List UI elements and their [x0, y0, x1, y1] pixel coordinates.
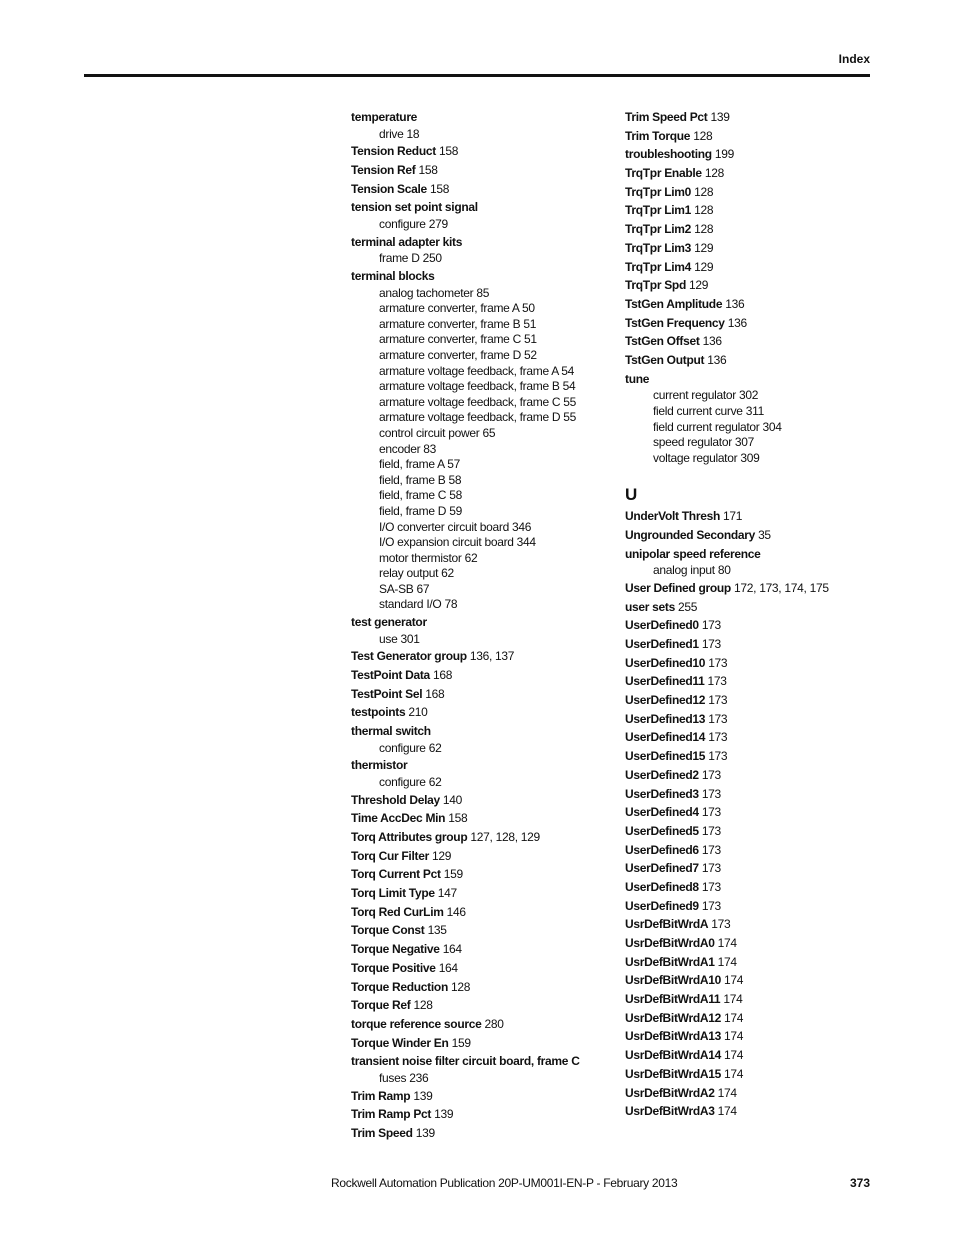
index-pages: 129: [694, 240, 714, 255]
index-pages: 146: [446, 904, 466, 919]
index-subentry: voltage regulator 309: [653, 450, 760, 465]
index-subentry: armature converter, frame A 50: [379, 301, 535, 316]
index-pages: 173: [701, 805, 721, 820]
index-term: Torque Const: [351, 923, 425, 938]
index-term: UserDefined1: [625, 637, 699, 651]
index-entry: [625, 370, 887, 389]
index-entry: [625, 314, 887, 333]
index-entry: [625, 635, 887, 654]
index-pages: 173: [708, 655, 728, 670]
index-term: UsrDefBitWrdA11: [625, 992, 721, 1007]
index-subentry: configure 62: [379, 775, 442, 790]
index-entry: [625, 258, 887, 277]
index-subentry: armature voltage feedback, frame B 54: [379, 379, 576, 394]
index-entry: [351, 1087, 613, 1106]
index-pages: 168: [425, 686, 445, 701]
index-term: TrqTpr Enable: [625, 166, 702, 181]
index-pages: 174: [717, 936, 737, 950]
index-term: terminal adapter kits: [351, 234, 463, 249]
index-entry: [625, 747, 887, 766]
index-term: testpoints: [351, 705, 406, 720]
index-entry: [625, 934, 887, 953]
index-term: UserDefined14: [625, 730, 706, 745]
index-pages: 173: [711, 917, 731, 932]
index-entry: [625, 859, 887, 878]
index-term: Trim Torque: [625, 128, 691, 143]
index-term: UsrDefBitWrdA: [625, 917, 709, 932]
index-term: Trim Ramp Pct: [351, 1107, 432, 1122]
index-pages: 139: [434, 1107, 454, 1122]
index-term: Time AccDec Min: [351, 811, 446, 826]
index-subentry: I/O expansion circuit board 344: [379, 535, 536, 550]
index-subentry: armature voltage feedback, frame A 54: [379, 363, 575, 378]
index-entry: [351, 978, 613, 997]
index-term: UsrDefBitWrdA12: [625, 1010, 721, 1025]
index-subentry: field, frame A 57: [379, 457, 460, 472]
index-pages: 174: [724, 1048, 744, 1063]
index-subentry: SA-SB 67: [379, 581, 430, 596]
index-term: UsrDefBitWrdA10: [625, 973, 721, 988]
index-pages: 173: [701, 823, 721, 838]
footer-page-number: 373: [849, 1176, 870, 1190]
index-term: UserDefined7: [625, 861, 699, 876]
index-entry: [351, 180, 613, 199]
index-term: transient noise filter circuit board, frame C: [351, 1054, 580, 1069]
index-pages: 173: [708, 730, 728, 745]
index-pages: 173: [701, 767, 721, 782]
index-entry: [625, 672, 887, 691]
index-term: TstGen Output: [625, 352, 705, 367]
index-subentry: configure 279: [379, 217, 448, 232]
index-entry: [625, 803, 887, 822]
index-entry: [351, 865, 613, 884]
index-entry: [625, 164, 887, 183]
index-term: temperature: [351, 110, 418, 124]
index-entry: [351, 1052, 613, 1071]
index-term: Tension Scale: [351, 181, 427, 196]
index-pages: 128: [451, 979, 471, 994]
index-entry: [351, 756, 613, 775]
index-column-left: [351, 108, 613, 1143]
index-entry: [625, 785, 887, 804]
index-term: unipolar speed reference: [625, 546, 761, 561]
index-pages: 173: [701, 898, 721, 913]
index-subentry: analog input 80: [653, 563, 731, 578]
index-term: UserDefined10: [625, 655, 706, 670]
index-term: User Defined group: [625, 580, 731, 595]
index-subentry: drive 18: [379, 126, 420, 141]
index-entry: [625, 1065, 887, 1084]
index-term: tension set point signal: [351, 200, 478, 215]
index-entry: [625, 990, 887, 1009]
index-pages: 173: [701, 786, 721, 801]
index-entry: [625, 526, 887, 545]
index-entry: [625, 239, 887, 258]
index-pages: 173: [701, 618, 721, 633]
index-entry: [351, 613, 613, 632]
index-entry: [625, 1009, 887, 1028]
index-pages: 136: [725, 296, 745, 311]
index-entry: [625, 108, 887, 127]
index-pages: 164: [442, 942, 462, 957]
index-entry: [351, 809, 613, 828]
index-entry: [625, 545, 887, 564]
index-entry: [351, 267, 613, 286]
index-pages: 140: [442, 792, 463, 807]
index-entry: [625, 1027, 887, 1046]
index-term: UserDefined3: [625, 786, 699, 801]
index-entry: [625, 351, 887, 370]
index-entry: [351, 142, 613, 161]
index-term: Torque Winder En: [351, 1035, 449, 1050]
index-subentry: motor thermistor 62: [379, 550, 478, 565]
index-entry: [625, 598, 887, 617]
index-pages: 173: [701, 861, 721, 876]
index-term: Ungrounded Secondary: [625, 527, 756, 542]
index-pages: 159: [451, 1035, 471, 1050]
index-entry: [625, 332, 887, 351]
index-pages: 174: [724, 1010, 744, 1025]
index-term: Torq Limit Type: [351, 886, 435, 901]
index-term: user sets: [625, 599, 675, 614]
index-pages: 173: [707, 674, 727, 689]
index-term: thermistor: [351, 758, 408, 773]
index-entry: [351, 791, 613, 810]
index-term: thermal switch: [351, 724, 431, 739]
index-pages: 128: [693, 128, 713, 143]
index-entry: [351, 1034, 613, 1053]
index-subentry: frame D 250: [379, 251, 442, 266]
index-entry: [625, 971, 887, 990]
index-subentry: encoder 83: [379, 441, 437, 456]
index-entry: [351, 940, 613, 959]
index-term: UserDefined11: [625, 674, 705, 689]
index-pages: 168: [432, 668, 453, 683]
index-subentry: configure 62: [379, 740, 442, 755]
index-entry: [625, 728, 887, 747]
index-term: Tension Reduct: [351, 144, 436, 159]
index-pages: 174: [717, 1085, 737, 1100]
index-entry: [625, 1084, 887, 1103]
index-subentry: current regulator 302: [653, 388, 759, 403]
index-term: Trim Ramp: [351, 1088, 411, 1103]
index-term: Torque Positive: [351, 960, 436, 975]
index-entry: [625, 691, 887, 710]
index-pages: 139: [415, 1125, 435, 1140]
index-term: UserDefined13: [625, 711, 706, 726]
index-entry: [351, 722, 613, 741]
index-subentry: relay output 62: [379, 566, 454, 581]
index-term: Torque Ref: [351, 998, 411, 1013]
index-pages: 174: [723, 992, 743, 1007]
index-pages: 159: [443, 867, 463, 882]
index-pages: 158: [418, 162, 438, 177]
index-pages: 139: [710, 110, 730, 124]
index-entry: [625, 897, 887, 916]
index-term: Torq Cur Filter: [351, 848, 429, 863]
index-term: Torque Reduction: [351, 979, 448, 994]
index-entry: [625, 822, 887, 841]
index-pages: 171: [723, 509, 743, 524]
index-term: UnderVolt Thresh: [625, 509, 720, 524]
index-entry: [351, 666, 613, 685]
index-pages: 174: [724, 1066, 744, 1081]
index-entry: [351, 828, 613, 847]
index-pages: 173: [701, 879, 721, 894]
index-entry: [625, 295, 887, 314]
index-entry: [625, 201, 887, 220]
index-pages: 136: [702, 334, 722, 349]
index-entry: [625, 127, 887, 146]
index-pages: 174: [724, 1029, 744, 1044]
index-entry: [351, 847, 613, 866]
index-entry: [625, 710, 887, 729]
index-pages: 174: [717, 1104, 737, 1119]
index-term: TstGen Offset: [625, 334, 700, 349]
index-entry: [625, 1046, 887, 1065]
page-header-title: Index: [838, 52, 870, 66]
index-term: UsrDefBitWrdA15: [625, 1066, 721, 1081]
index-entry: [351, 959, 613, 978]
index-pages: 174: [724, 973, 744, 988]
index-entry: [625, 1102, 887, 1121]
index-entry: [625, 220, 887, 239]
index-term: TstGen Frequency: [625, 315, 725, 330]
index-subentry: field current curve 311: [653, 403, 764, 418]
index-term: Torq Red CurLim: [351, 904, 444, 919]
index-pages: 128: [704, 166, 724, 181]
index-term: TrqTpr Lim4: [625, 259, 692, 274]
index-term: tune: [625, 371, 650, 386]
index-term: UserDefined5: [625, 823, 699, 838]
index-term: UsrDefBitWrdA3: [625, 1104, 715, 1119]
index-entry: [625, 915, 887, 934]
index-pages: 127, 128, 129: [470, 830, 540, 845]
index-pages: 255: [678, 599, 698, 614]
index-subentry: armature voltage feedback, frame C 55: [379, 394, 577, 409]
index-entry: [625, 841, 887, 860]
index-column-right: [625, 108, 887, 1121]
index-term: UserDefined6: [625, 842, 699, 857]
index-term: troubleshooting: [625, 147, 712, 162]
index-entry: [351, 161, 613, 180]
index-subentry: standard I/O 78: [379, 597, 458, 612]
index-pages: 173: [708, 693, 728, 708]
index-term: UsrDefBitWrdA14: [625, 1048, 721, 1063]
index-pages: 136, 137: [469, 649, 515, 664]
index-term: UsrDefBitWrdA1: [625, 954, 715, 969]
index-term: TrqTpr Lim2: [625, 222, 692, 237]
index-term: TrqTpr Spd: [625, 278, 686, 293]
index-pages: 199: [714, 147, 734, 162]
index-subentry: control circuit power 65: [379, 425, 496, 440]
index-entry: [625, 878, 887, 897]
index-pages: 173: [701, 637, 721, 651]
index-entry: [351, 921, 613, 940]
index-term: Threshold Delay: [351, 792, 440, 807]
section-letter: U: [625, 485, 638, 505]
index-pages: 147: [437, 886, 457, 901]
index-subentry: analog tachometer 85: [379, 285, 490, 300]
index-pages: 136: [707, 352, 727, 367]
index-subentry: field current regulator 304: [653, 419, 782, 434]
index-entry: [351, 996, 613, 1015]
index-pages: 174: [717, 954, 737, 969]
index-entry: [625, 766, 887, 785]
index-entry: [625, 616, 887, 635]
index-term: Torq Current Pct: [351, 867, 441, 882]
header-rule: [84, 74, 870, 77]
index-entry: [625, 654, 887, 673]
index-subentry: field, frame C 58: [379, 488, 462, 503]
index-pages: 128: [694, 203, 714, 218]
index-subentry: use 301: [379, 631, 420, 646]
index-term: UserDefined8: [625, 879, 699, 894]
index-subentry: armature voltage feedback, frame D 55: [379, 410, 577, 425]
index-term: UsrDefBitWrdA13: [625, 1029, 721, 1044]
index-entry: [351, 108, 613, 127]
index-pages: 158: [448, 811, 468, 826]
index-subentry: speed regulator 307: [653, 435, 755, 450]
footer-publication: Rockwell Automation Publication 20P-UM001I-EN-P - February 2013: [331, 1176, 678, 1190]
index-entry: [351, 198, 613, 217]
index-pages: 35: [758, 527, 771, 542]
index-term: TstGen Amplitude: [625, 296, 723, 311]
index-pages: 210: [408, 705, 428, 720]
index-pages: 129: [689, 278, 709, 293]
index-entry: [351, 233, 613, 252]
index-pages: 173: [708, 749, 728, 764]
index-term: UserDefined15: [625, 749, 706, 764]
index-term: TrqTpr Lim1: [625, 203, 692, 218]
index-term: TrqTpr Lim3: [625, 240, 692, 255]
index-subentry: I/O converter circuit board 346: [379, 519, 532, 534]
index-pages: 129: [694, 259, 714, 274]
index-entry: [351, 685, 613, 704]
index-entry: [625, 183, 887, 202]
index-term: test generator: [351, 615, 427, 630]
index-subentry: field, frame D 59: [379, 503, 462, 518]
index-term: UserDefined4: [625, 805, 699, 820]
index-entry: [351, 884, 613, 903]
index-term: UsrDefBitWrdA0: [625, 936, 715, 950]
index-entry: [351, 1015, 613, 1034]
index-entry: [625, 507, 887, 526]
index-pages: 136: [727, 315, 747, 330]
index-pages: 158: [429, 181, 450, 196]
index-term: UserDefined2: [625, 767, 699, 782]
index-subentry: field, frame B 58: [379, 472, 462, 487]
index-subentry: armature converter, frame D 52: [379, 347, 537, 362]
index-entry: [351, 703, 613, 722]
index-entry: [351, 1124, 613, 1143]
index-term: TestPoint Data: [351, 668, 430, 683]
index-pages: 135: [427, 923, 447, 938]
index-pages: 173: [701, 842, 721, 857]
index-term: UserDefined12: [625, 693, 706, 708]
index-entry: [625, 276, 887, 295]
index-term: UsrDefBitWrdA2: [625, 1085, 715, 1100]
index-pages: 280: [484, 1016, 504, 1031]
index-term: Torq Attributes group: [351, 830, 468, 845]
index-pages: 172, 173, 174, 175: [734, 580, 829, 595]
index-pages: 173: [708, 711, 728, 726]
index-pages: 129: [432, 848, 452, 863]
index-term: torque reference source: [351, 1016, 482, 1031]
index-entry: [625, 953, 887, 972]
index-entry: [625, 579, 887, 598]
index-term: TestPoint Sel: [351, 686, 423, 701]
index-term: terminal blocks: [351, 268, 435, 283]
index-term: UserDefined9: [625, 898, 699, 913]
index-pages: 128: [413, 998, 433, 1013]
index-term: Test Generator group: [351, 649, 467, 664]
index-term: Trim Speed: [351, 1125, 413, 1140]
index-term: Tension Ref: [351, 162, 416, 177]
index-pages: 128: [694, 184, 714, 199]
index-term: TrqTpr Lim0: [625, 184, 692, 199]
index-term: UserDefined0: [625, 618, 699, 633]
index-term: Torque Negative: [351, 942, 440, 957]
index-entry: [351, 903, 613, 922]
index-pages: 164: [438, 960, 458, 975]
index-pages: 158: [438, 144, 459, 159]
index-entry: [625, 145, 887, 164]
index-entry: [351, 647, 613, 666]
index-entry: [351, 1105, 613, 1124]
index-subentry: armature converter, frame C 51: [379, 332, 537, 347]
index-subentry: armature converter, frame B 51: [379, 316, 537, 331]
index-pages: 128: [694, 222, 714, 237]
index-pages: 139: [413, 1088, 433, 1103]
index-subentry: fuses 236: [379, 1070, 429, 1085]
index-term: Trim Speed Pct: [625, 110, 708, 124]
